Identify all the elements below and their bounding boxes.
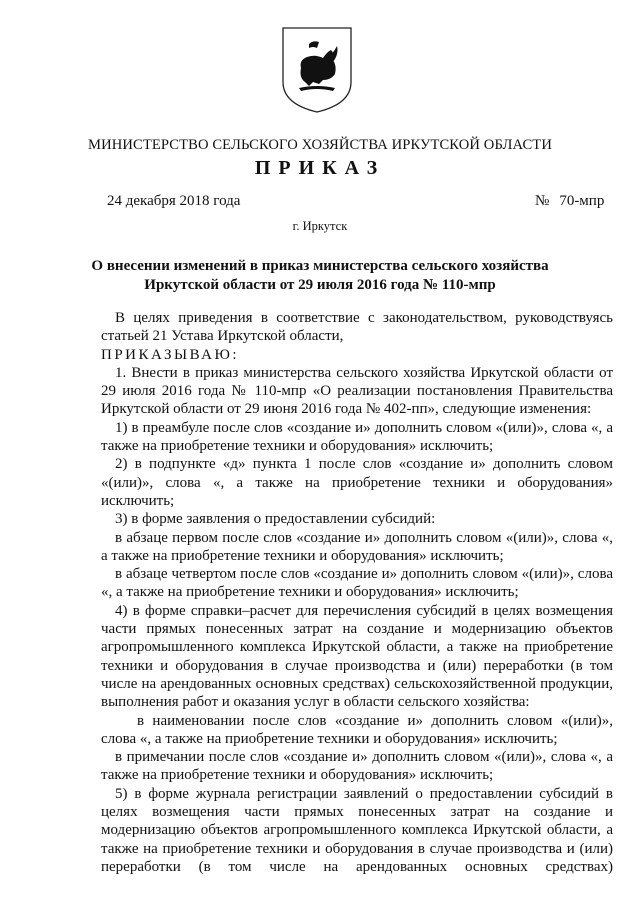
paragraph-1-4-a: в наименовании после слов «создание и» дополнить словом «(или)», слова «, а также на приобретение техники и оборудования» исключить;: [101, 712, 613, 747]
paragraph-1-3-b: в абзаце четвертом после слов «создание и» дополнить словом «(или)», слова «, а также на приобретение техники и оборудования» исключить;: [101, 566, 613, 601]
number-label: №: [535, 193, 550, 209]
ministry-name: МИНИСТЕРСТВО СЕЛЬСКОГО ХОЗЯЙСТВА ИРКУТСКОЙ ОБЛАСТИ: [88, 137, 552, 153]
document-body: [101, 309, 613, 876]
document-date: 24 декабря 2018 года: [107, 193, 241, 209]
document-title: [90, 257, 550, 295]
paragraph-1: 1. Внести в приказ министерства сельского хозяйства Иркутской области от 29 июля 2016 года № 110-мпр «О реализации постановления Правительства Иркутской области от 29 июня 2016 года № 402-пп», следующие изменения:: [101, 364, 613, 418]
paragraph-1-5: 5) в форме журнала регистрации заявлений о предоставлении субсидий в целях возмещения части прямых понесенных затрат на создание и модернизацию объектов агропромышленного комплекса Иркутской области, а также на приобретение техники и оборудования в случае производства и (или) переработки (в том числе на арендованных основных средствах): [101, 785, 613, 875]
order-word: ПРИКАЗЫВАЮ:: [101, 346, 240, 363]
paragraph-1-4: 4) в форме справки–расчет для перечисления субсидий в целях возмещения части прямых понесенных затрат на создание и модернизацию объектов агропромышленного комплекса Иркутской области, а также на приобретение техники и оборудования в случае производства и (или) переработки (в том числе на арендованных основных средствах) сельскохозяйственной продукции, выполнения работ и оказания услуг в области сельского хозяйства:: [101, 602, 613, 711]
paragraph-1-3-a: в абзаце первом после слов «создание и» дополнить словом «(или)», слова «, а также на приобретение техники и оборудования» исключить;: [101, 529, 613, 564]
document-number: [535, 193, 604, 210]
title-line-2: Иркутской области от 29 июля 2016 года № 110-мпр: [144, 277, 496, 293]
paragraph-1-2: 2) в подпункте «д» пункта 1 после слов «создание и» дополнить словом «(или)», слова «, а также на приобретение техники и оборудования» исключить;: [101, 456, 613, 509]
city: г. Иркутск: [292, 219, 348, 233]
coat-of-arms-irkutsk-icon: [279, 24, 355, 114]
paragraph-1-3: 3) в форме заявления о предоставлении субсидий:: [115, 511, 436, 528]
title-line-1: О внесении изменений в приказ министерства сельского хозяйства: [91, 258, 549, 274]
paragraph-1-1: 1) в преамбуле после слов «создание и» дополнить словом «(или)», слова «, а также на приобретение техники и оборудования» исключить;: [101, 419, 613, 455]
preamble-paragraph: В целях приведения в соответствие с законодательством, руководствуясь статьей 21 Устава Иркутской области,: [101, 310, 613, 345]
number-value: 70-мпр: [559, 193, 605, 209]
paragraph-1-4-b: в примечании после слов «создание и» дополнить словом «(или)», слова «, а также на приобретение техники и оборудования» исключить;: [101, 749, 613, 784]
document-type: ПРИКАЗ: [254, 157, 386, 179]
